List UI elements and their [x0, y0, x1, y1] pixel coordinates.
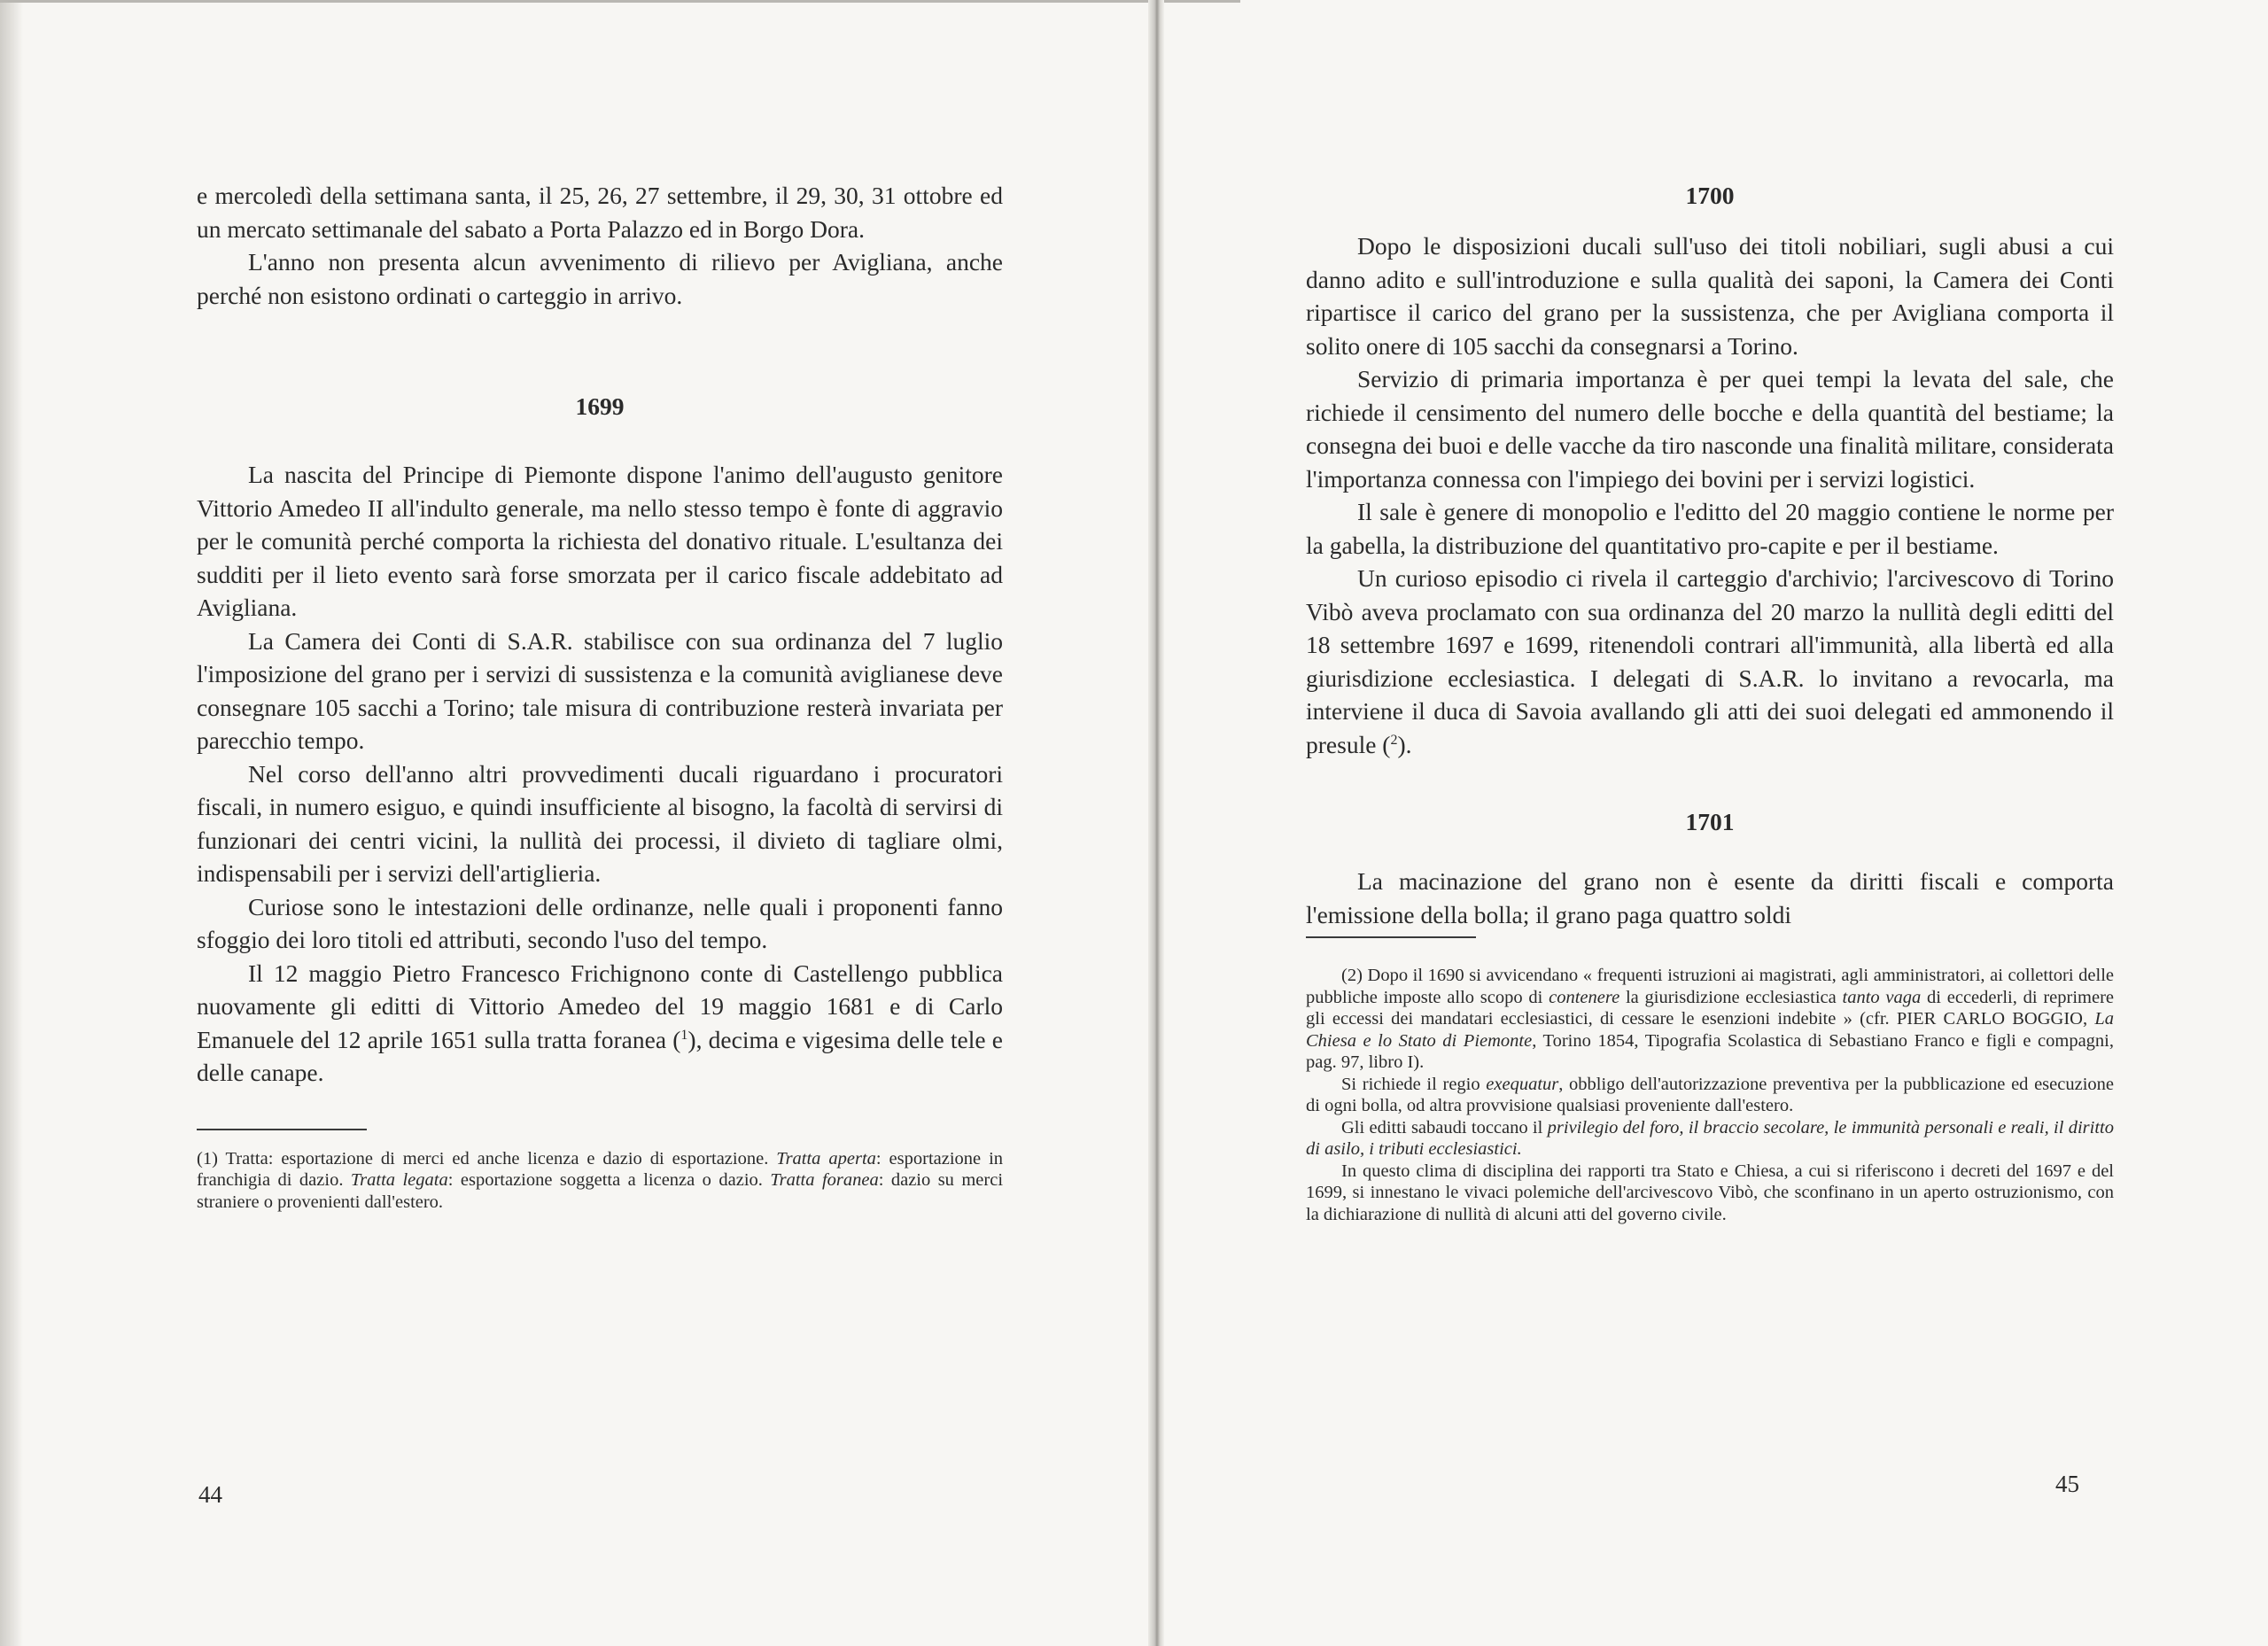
footnote-2-text-a: (2) Dopo il 1690 si avvicendano « frequenti istruzioni ai magistrati, agli amministratori, ai collettori delle pubbliche imposte allo scopo di	[1306, 966, 2114, 1007]
right-section-paragraph: La macinazione del grano non è esente da diritti fiscali e comporta l'emissione della bolla; il grano paga quattro soldi	[1306, 867, 2114, 928]
footnote-2-em-3: La Chiesa e lo Stato di Piemonte	[1306, 1009, 2114, 1051]
footnote-1-text-1: : esportazione in franchigia di dazio.	[197, 1148, 1004, 1190]
footnote-1-text-2: : esportazione soggetta a licenza o dazio.	[447, 1170, 763, 1190]
footnote-2-p2-text-b: , obbligo dell'autorizzazione preventiva per la pubblicazione ed esecuzione di ogni bolla, od altra provvisione qualsiasi proveniente dall'estero.	[1306, 1074, 2114, 1115]
left-section-paragraph-1: La nascita del Principe di Piemonte dispone l'animo dell'augusto genitore Vittorio Amedeo II all'indulto generale, ma nello stesso tempo è fonte di aggravio per le comunità perché comporta la richiesta del donativo rituale. L'esultanza dei sudditi per il lieto evento sarà forse smorzata per il carico fiscale addebitato ad Avigliana.	[197, 461, 1003, 621]
footnote-2-p2-text-a: Si richiede il regio	[1341, 1074, 1487, 1094]
right-paragraph-4-tail: ).	[1397, 730, 1412, 758]
footnote-2-em-1: contenere	[1549, 987, 1620, 1007]
footnote-ref-1: 1	[680, 1027, 688, 1043]
book-gutter	[1148, 0, 1164, 1646]
footnote-2-paragraph-3	[1306, 1117, 2114, 1161]
footnote-2-p3-text-a: Gli editti sabaudi toccano il	[1341, 1117, 1548, 1137]
footnote-2-paragraph-2	[1306, 1074, 2114, 1117]
right-paragraph-3: Il sale è genere di monopolio e l'editto del 20 maggio contiene le norme per la gabella, la distribuzione del quantitativo pro-capite e per il bestiame.	[1306, 498, 2114, 559]
page-number-left: 44	[198, 1481, 222, 1508]
left-section-paragraph-3: Nel corso dell'anno altri provvedimenti ducali riguardano i procuratori fiscali, in numero esiguo, e quindi insufficiente al bisogno, la facoltà di servirsi di funzionari dei centri vicini, la nullità dei processi, il divieto di tagliare olmi, indispensabili per i servizi dell'artiglieria.	[197, 759, 1003, 887]
footnote-2-paragraph-4: In questo clima di disciplina dei rapporti tra Stato e Chiesa, a cui si riferiscono i decreti del 1697 e del 1699, si innestano le vivaci polemiche dell'arcivescovo Vibò, che sconfinano in un aperto ostruzionismo, con la dichiarazione di nullità di alcuni atti del governo civile.	[1306, 1161, 2114, 1224]
left-section-paragraph-4: Curiose sono le intestazioni delle ordinanze, nelle quali i proponenti fanno sfoggio dei loro titoli ed attributi, secondo l'uso del tempo.	[197, 892, 1003, 953]
footnote-2-p3-em: privilegio del foro, il braccio secolare, le immunità personali e reali, il diritto di asilo, i tributi ecclesiastici.	[1306, 1117, 2114, 1159]
left-section-paragraph-2: La Camera dei Conti di S.A.R. stabilisce con sua ordinanza del 7 luglio l'imposizione del grano per i servizi di sussistenza e la comunità aviglianese deve consegnare 105 sacchi a Torino; tale misura di contribuzione resterà invariata per parecchio tempo.	[197, 626, 1003, 754]
left-text-column	[197, 179, 1003, 1213]
footnote-2-p2-em: exequatur	[1486, 1074, 1559, 1094]
year-heading-1700: 1700	[1685, 182, 1735, 209]
footnote-ref-2: 2	[1390, 732, 1398, 748]
right-paragraph-1: Dopo le disposizioni ducali sull'uso dei titoli nobiliari, sugli abusi a cui danno adito e sull'introduzione e sulla qualità dei saponi, la Camera dei Conti ripartisce il carico del grano per la sussistenza, che per Avigliana comporta il solito onere di 105 sacchi da consegnarsi a Torino.	[1306, 232, 2114, 360]
footnote-2-em-2: tanto vaga	[1842, 987, 1922, 1007]
year-heading-1699: 1699	[575, 392, 625, 420]
footnote-1-term-2: Tratta legata	[350, 1170, 448, 1190]
left-paragraph-1: e mercoledì della settimana santa, il 25, 26, 27 settembre, il 29, 30, 31 ottobre ed un mercato settimanale del sabato a Porta Palazzo ed in Borgo Dora.	[197, 182, 1003, 243]
right-paragraph-4-text: Un curioso episodio ci rivela il carteggio d'archivio; l'arcivescovo di Torino Vibò aveva proclamato con sua ordinanza del 20 marzo la nullità degli editti del 18 settembre 1697 e 1699, ritenendoli contrari all'immunità, alla libertà ed alla giurisdizione ecclesiastica. I delegati di S.A.R. lo invitano a revocarla, ma interviene il duca di Savoia avallando gli atti dei suoi delegati ed ammonendo il presule (	[1306, 564, 2114, 758]
right-paragraph-2: Servizio di primaria importanza è per quei tempi la levata del sale, che richiede il censimento del numero delle bocche e della quantità del bestiame; la consegna dei buoi e delle vacche da tiro nasconde una finalità militare, considerata l'importanza connessa con l'impiego dei bovini per i servizi logistici.	[1306, 365, 2114, 493]
right-paragraph-4	[1306, 562, 2114, 761]
left-page-edge	[0, 0, 23, 1646]
top-page-edge	[0, 0, 1240, 3]
footnote-2-text-d: , Torino 1854, Tipografia Scolastica di Sebastiano Franco e figli e compagni, pag. 97, libro I).	[1306, 1030, 2114, 1072]
footnote-1-label: (1) Tratta: esportazione di merci ed anche licenza e dazio di esportazione.	[197, 1148, 769, 1169]
footnote-2-text-c: di eccederli, di reprimere gli eccessi dei mandatari ecclesiastici, di cessare le esenzioni indebite » (cfr. PIER CARLO BOGGIO,	[1306, 987, 2114, 1029]
left-section-paragraph-5-text: Il 12 maggio Pietro Francesco Frichignono conte di Castellengo pubblica nuovamente gli editti di Vittorio Amedeo del 19 maggio 1681 e di Carlo Emanuele del 12 aprile 1651 sulla tratta foranea (	[197, 959, 1003, 1053]
left-section-paragraph-5-tail: ), decima e vigesima delle tele e delle canape.	[197, 1025, 1003, 1086]
left-section-paragraph-5	[197, 957, 1003, 1090]
footnote-1-text-3: : dazio su merci straniere o provenienti dall'estero.	[197, 1170, 1004, 1212]
page-number-right: 45	[2055, 1471, 2079, 1497]
footnote-1-term-3: Tratta foranea	[770, 1170, 879, 1190]
left-paragraph-2: L'anno non presenta alcun avvenimento di rilievo per Avigliana, anche perché non esistono ordinati o carteggio in arrivo.	[197, 248, 1003, 309]
right-text-column	[1306, 179, 2114, 1225]
year-heading-1701: 1701	[1685, 808, 1735, 835]
footnote-1	[197, 1148, 1003, 1214]
footnote-2-text-b: la giurisdizione ecclesiastica	[1619, 987, 1843, 1007]
footnote-2-paragraph-1	[1306, 965, 2114, 1074]
footnote-1-term-1: Tratta aperta	[776, 1148, 876, 1169]
